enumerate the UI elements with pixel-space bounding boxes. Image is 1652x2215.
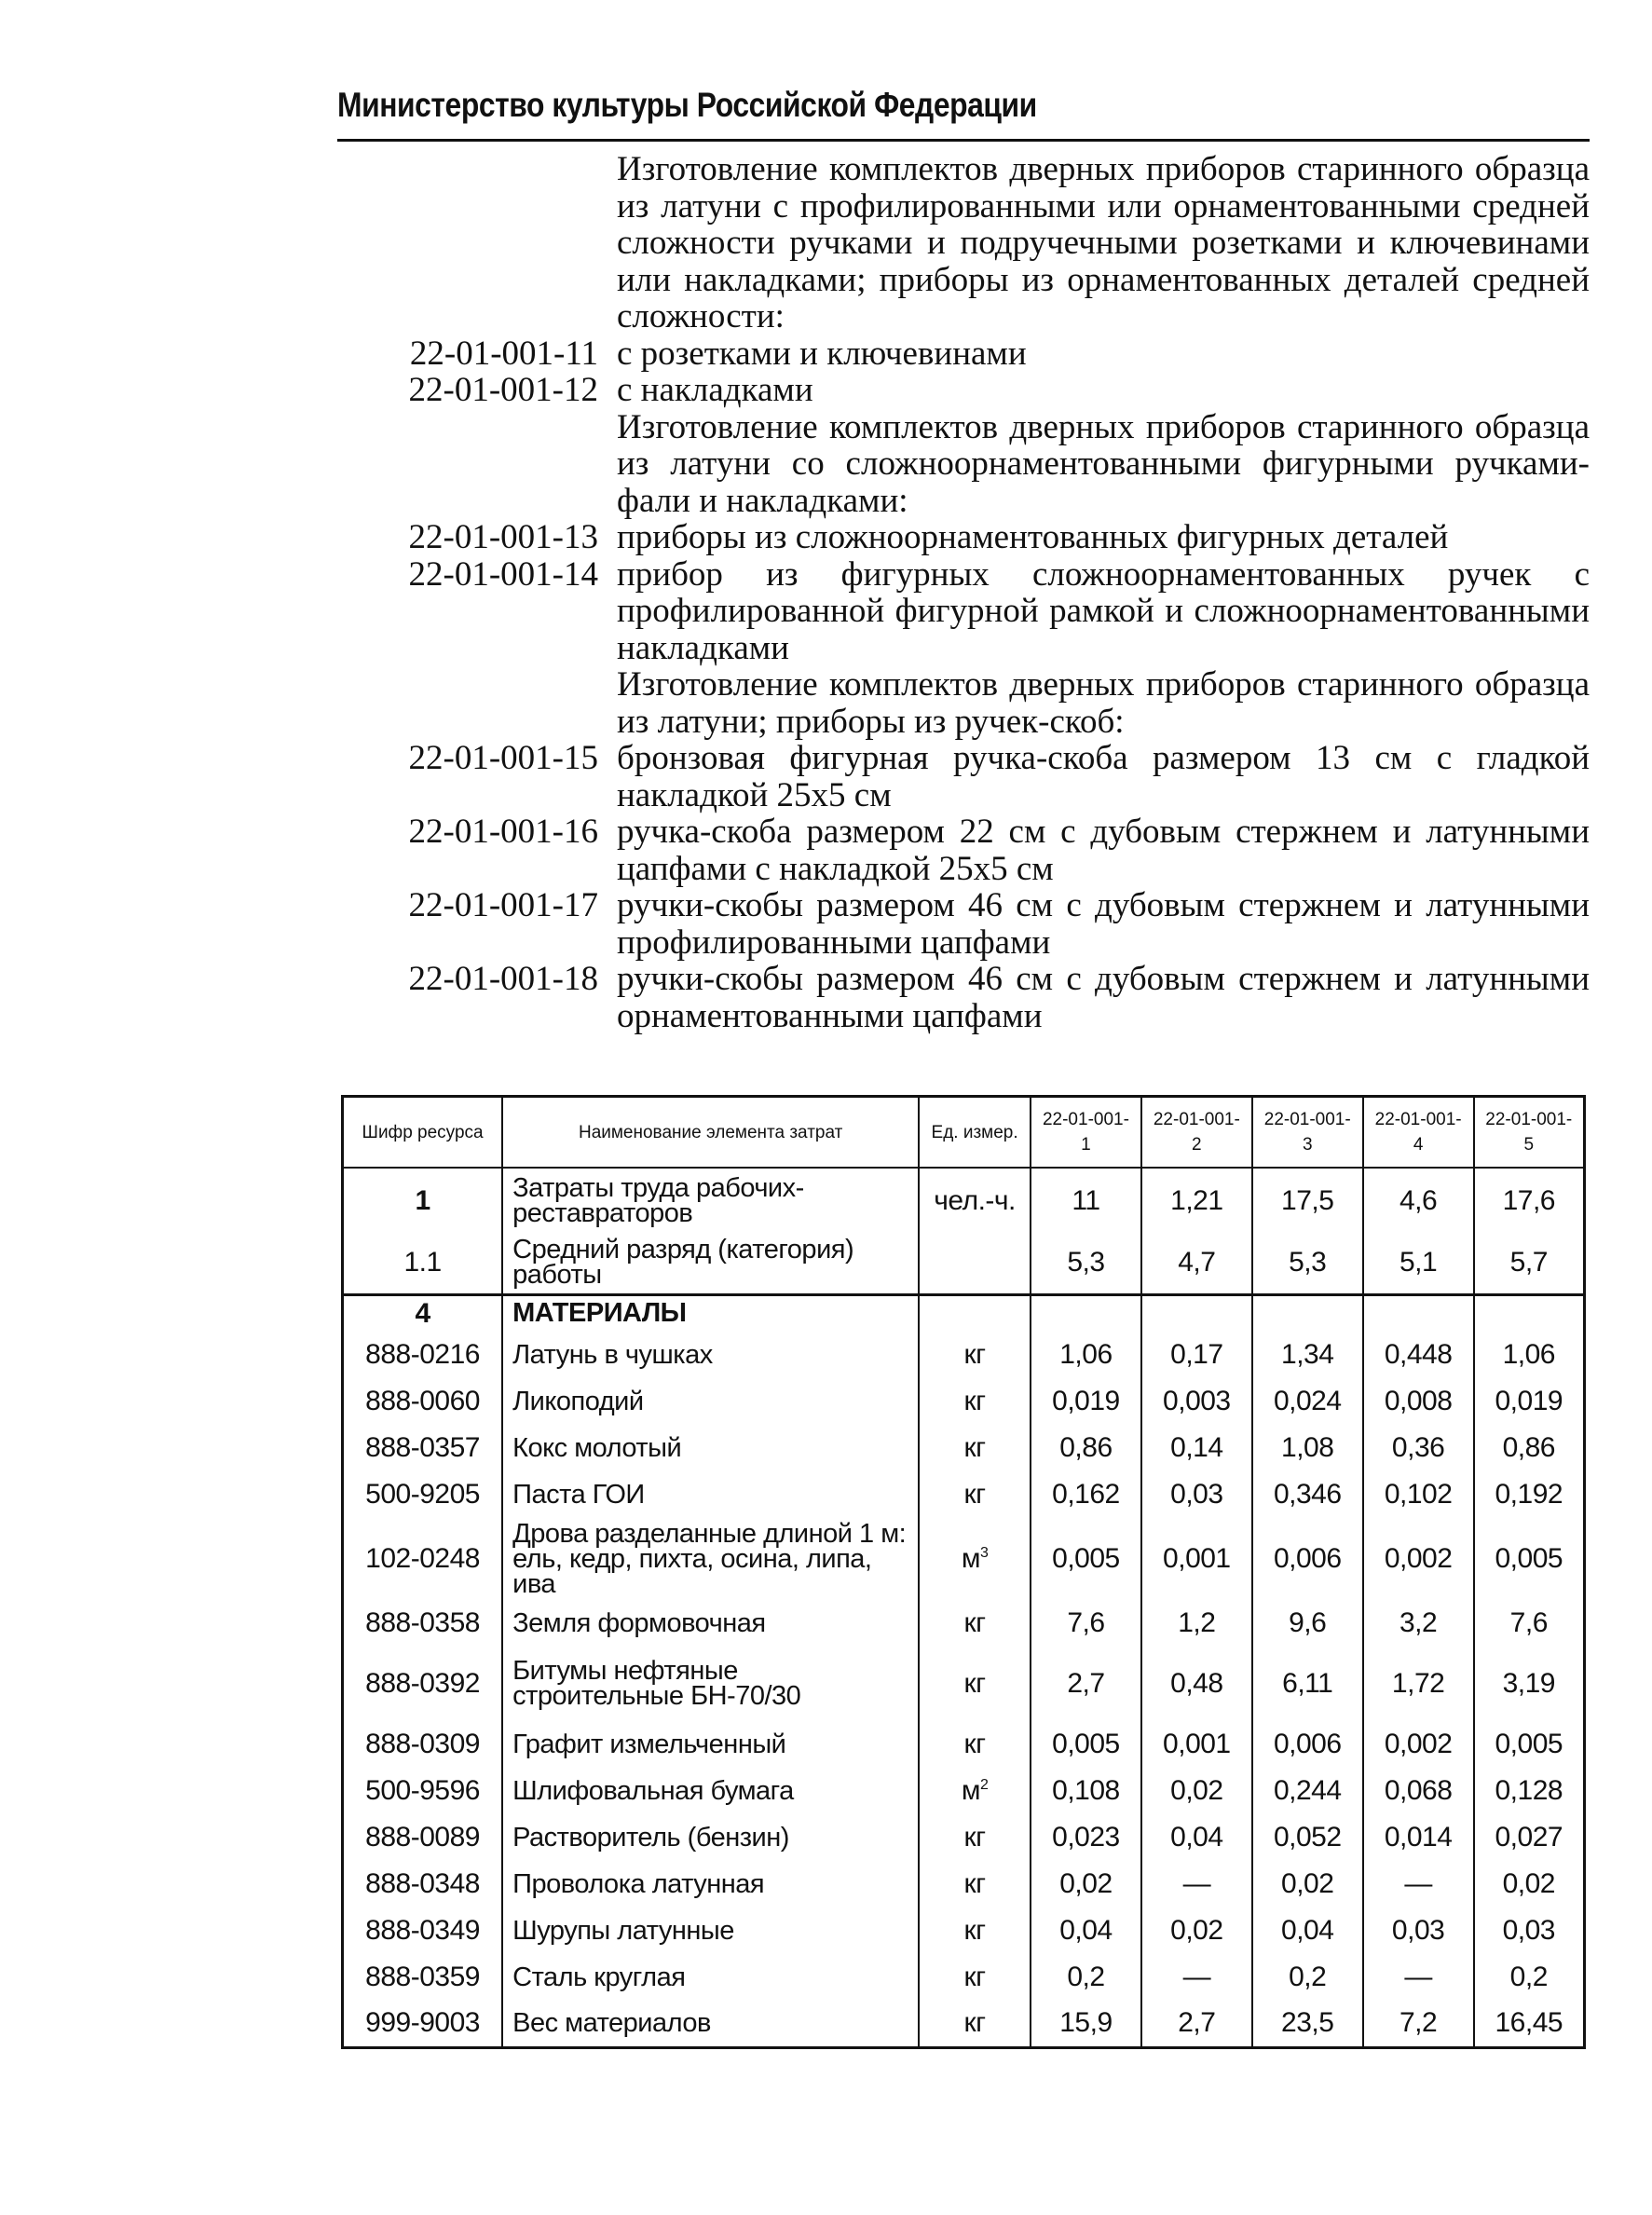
table-row: [343, 1814, 1585, 1861]
unit-text: кг: [963, 1915, 986, 1946]
cell-name: Проволока латунная: [502, 1861, 919, 1907]
cell-value: 6,11: [1252, 1647, 1363, 1721]
cell-value: 3,2: [1363, 1600, 1474, 1647]
cell-name: Сталь круглая: [502, 1954, 919, 2001]
cell-value: 0,005: [1474, 1721, 1585, 1768]
cell-value: 0,03: [1141, 1471, 1252, 1518]
cell-value: 0,02: [1474, 1861, 1585, 1907]
header-col: 22-01-001-1: [1031, 1097, 1141, 1169]
cell-value: 11: [1031, 1168, 1141, 1233]
cell-name: Шурупы латунные: [502, 1907, 919, 1954]
table-row: [343, 1233, 1585, 1294]
cell-code: 888-0349: [343, 1907, 503, 1954]
cell-unit: [919, 1721, 1031, 1768]
header-col: 22-01-001-2: [1141, 1097, 1252, 1169]
cell-value: 0,006: [1252, 1721, 1363, 1768]
work-item: [337, 556, 1590, 667]
unit-text: кг: [963, 1729, 986, 1759]
unit-text: кг: [963, 1479, 986, 1510]
cell-code: 888-0348: [343, 1861, 503, 1907]
cell-value: 0,03: [1363, 1907, 1474, 1954]
table-row: [343, 1425, 1585, 1471]
cell-value: 0,04: [1031, 1907, 1141, 1954]
cell-unit: [919, 1233, 1031, 1294]
cell-unit: [919, 1907, 1031, 1954]
cell-value: 17,5: [1252, 1168, 1363, 1233]
cell-value: 0,001: [1141, 1518, 1252, 1600]
cell-value: 0,014: [1363, 1814, 1474, 1861]
cell-value: 0,192: [1474, 1471, 1585, 1518]
cell-value: 0,019: [1031, 1378, 1141, 1425]
cell-value: 0,36: [1363, 1425, 1474, 1471]
cell-name: Шлифовальная бумага: [502, 1768, 919, 1814]
item-text: ручки-скобы размером 46 см с дубовым стержнем и латунными орнаментованными цапфами: [617, 960, 1590, 1035]
cell-value: 0,162: [1031, 1471, 1141, 1518]
table-row: [343, 1768, 1585, 1814]
table-row: [343, 1294, 1585, 1332]
cell-unit: [919, 1378, 1031, 1425]
unit-exponent: 3: [979, 1545, 989, 1561]
cell-name: Затраты труда рабочих-реставраторов: [502, 1168, 919, 1233]
cell-value: 7,6: [1474, 1600, 1585, 1647]
item-text: ручка-скоба размером 22 см с дубовым стержнем и латунными цапфами с накладкой 25х5 см: [617, 813, 1590, 888]
cell-value: —: [1363, 1861, 1474, 1907]
cell-value: 0,108: [1031, 1768, 1141, 1814]
cell-value: [1031, 1294, 1141, 1332]
work-item: [337, 887, 1590, 961]
cell-value: —: [1141, 1861, 1252, 1907]
cell-value: 0,002: [1363, 1518, 1474, 1600]
work-group-heading: [337, 666, 1590, 740]
cell-code: 1.1: [343, 1233, 503, 1294]
cell-value: 0,001: [1141, 1721, 1252, 1768]
cell-code: 4: [343, 1294, 503, 1332]
item-text: с розетками и ключевинами: [617, 334, 1027, 373]
header-col: 22-01-001-4: [1363, 1097, 1474, 1169]
table-row: [343, 1861, 1585, 1907]
cell-value: [1363, 1294, 1474, 1332]
cell-value: 0,023: [1031, 1814, 1141, 1861]
cell-code: 888-0359: [343, 1954, 503, 2001]
cell-name: Паста ГОИ: [502, 1471, 919, 1518]
header-unit: Ед. измер.: [919, 1097, 1031, 1169]
item-text: с накладками: [617, 371, 813, 409]
cell-value: 0,346: [1252, 1471, 1363, 1518]
work-group-heading: [337, 151, 1590, 335]
cell-unit: [919, 1768, 1031, 1814]
cell-unit: [919, 2001, 1031, 2047]
page-header: Министерство культуры Российской Федерации: [337, 86, 1037, 124]
item-text: приборы из сложноорнаментованных фигурных деталей: [617, 518, 1449, 556]
cell-value: 9,6: [1252, 1600, 1363, 1647]
unit-exponent: 2: [979, 1777, 989, 1793]
cell-value: 5,7: [1474, 1233, 1585, 1294]
cell-value: 0,002: [1363, 1721, 1474, 1768]
cell-value: 0,005: [1031, 1721, 1141, 1768]
item-code: 22-01-001-12: [408, 371, 598, 409]
cell-value: 5,1: [1363, 1233, 1474, 1294]
table-row: [343, 1600, 1585, 1647]
work-items-list: [337, 151, 1590, 1034]
cell-value: 4,6: [1363, 1168, 1474, 1233]
cell-unit: [919, 1294, 1031, 1332]
cell-value: 0,005: [1474, 1518, 1585, 1600]
cell-value: 0,448: [1363, 1332, 1474, 1378]
unit-text: кг: [963, 1868, 986, 1899]
cell-value: 0,04: [1252, 1907, 1363, 1954]
header-col: 22-01-001-3: [1252, 1097, 1363, 1169]
cell-value: 17,6: [1474, 1168, 1585, 1233]
cell-unit: [919, 1518, 1031, 1600]
cell-value: 15,9: [1031, 2001, 1141, 2047]
cell-value: 2,7: [1141, 2001, 1252, 2047]
cell-value: 3,19: [1474, 1647, 1585, 1721]
cell-code: 888-0216: [343, 1332, 503, 1378]
cell-name: Латунь в чушках: [502, 1332, 919, 1378]
cell-unit: [919, 1814, 1031, 1861]
cell-value: [1141, 1294, 1252, 1332]
unit-text: чел.-ч.: [934, 1184, 1016, 1216]
item-text: бронзовая фигурная ручка-скоба размером 13 см с гладкой накладкой 25х5 см: [617, 739, 1590, 814]
cell-value: 0,02: [1141, 1768, 1252, 1814]
cell-value: 0,86: [1031, 1425, 1141, 1471]
cell-value: 0,003: [1141, 1378, 1252, 1425]
cell-value: 2,7: [1031, 1647, 1141, 1721]
cell-code: 888-0357: [343, 1425, 503, 1471]
cell-value: 0,14: [1141, 1425, 1252, 1471]
cell-value: 0,005: [1031, 1518, 1141, 1600]
unit-text: кг: [963, 1962, 986, 1992]
cell-value: 5,3: [1252, 1233, 1363, 1294]
cell-unit: [919, 1954, 1031, 2001]
item-code: 22-01-001-17: [408, 886, 598, 924]
cell-code: 999-9003: [343, 2001, 503, 2047]
cell-value: 0,068: [1363, 1768, 1474, 1814]
cell-name: МАТЕРИАЛЫ: [502, 1294, 919, 1332]
cell-value: 1,72: [1363, 1647, 1474, 1721]
cell-value: 1,06: [1031, 1332, 1141, 1378]
cell-value: [1252, 1294, 1363, 1332]
cell-value: —: [1141, 1954, 1252, 2001]
unit-text: кг: [963, 1822, 986, 1853]
cell-value: 0,024: [1252, 1378, 1363, 1425]
work-group-heading: [337, 409, 1590, 520]
cell-name: Растворитель (бензин): [502, 1814, 919, 1861]
unit-text: кг: [963, 1668, 986, 1699]
resource-norms-table: [341, 1095, 1586, 2049]
unit-text: кг: [963, 1386, 986, 1416]
cell-name: Земля формовочная: [502, 1600, 919, 1647]
work-item: [337, 519, 1590, 556]
cell-unit: [919, 1647, 1031, 1721]
cell-name: Средний разряд (категория) работы: [502, 1233, 919, 1294]
cell-code: 888-0358: [343, 1600, 503, 1647]
cell-value: 0,03: [1474, 1907, 1585, 1954]
work-item: [337, 961, 1590, 1034]
item-code: 22-01-001-18: [408, 960, 598, 998]
table-row: [343, 1518, 1585, 1600]
cell-name: Кокс молотый: [502, 1425, 919, 1471]
cell-unit: [919, 1168, 1031, 1233]
cell-name: Графит измельченный: [502, 1721, 919, 1768]
cell-value: 7,6: [1031, 1600, 1141, 1647]
work-item: [337, 335, 1590, 373]
cell-value: 1,08: [1252, 1425, 1363, 1471]
cell-value: 4,7: [1141, 1233, 1252, 1294]
cell-value: 0,48: [1141, 1647, 1252, 1721]
header-code: Шифр ресурса: [343, 1097, 503, 1169]
item-code: 22-01-001-11: [409, 334, 598, 373]
unit-text: кг: [963, 1432, 986, 1463]
cell-value: 23,5: [1252, 2001, 1363, 2047]
table-header-row: [343, 1097, 1585, 1169]
cell-value: 1,21: [1141, 1168, 1252, 1233]
cell-unit: [919, 1600, 1031, 1647]
work-item: [337, 814, 1590, 887]
cell-code: 888-0089: [343, 1814, 503, 1861]
cell-value: 7,2: [1363, 2001, 1474, 2047]
cell-unit: [919, 1425, 1031, 1471]
cell-value: 0,02: [1141, 1907, 1252, 1954]
cell-value: 0,006: [1252, 1518, 1363, 1600]
header-rule: [337, 139, 1590, 142]
cell-code: 1: [343, 1168, 503, 1233]
cell-value: 0,04: [1141, 1814, 1252, 1861]
unit-text: кг: [963, 2007, 986, 2039]
cell-code: 500-9596: [343, 1768, 503, 1814]
cell-code: 888-0060: [343, 1378, 503, 1425]
header-col: 22-01-001-5: [1474, 1097, 1585, 1169]
cell-name: Дрова разделанные длиной 1 м: ель, кедр, пихта, осина, липа, ива: [502, 1518, 919, 1600]
table-row: [343, 1647, 1585, 1721]
cell-unit: [919, 1861, 1031, 1907]
cell-name: Битумы нефтяные строительные БН-70/30: [502, 1647, 919, 1721]
cell-value: 1,2: [1141, 1600, 1252, 1647]
cell-unit: [919, 1471, 1031, 1518]
cell-name: Вес материалов: [502, 2001, 919, 2047]
item-code: 22-01-001-15: [408, 739, 598, 777]
table-row: [343, 1332, 1585, 1378]
table-row: [343, 1721, 1585, 1768]
cell-value: 1,06: [1474, 1332, 1585, 1378]
cell-value: 0,244: [1252, 1768, 1363, 1814]
cell-value: —: [1363, 1954, 1474, 2001]
item-text: Изготовление комплектов дверных приборов старинного образца из латуни с профилированными или орнаментованными средней сложности ручками и подручечными розетками и ключевинами или накладками; приборы из орнаментованных деталей средней сложности:: [617, 150, 1590, 335]
cell-value: 0,102: [1363, 1471, 1474, 1518]
cell-value: 0,019: [1474, 1378, 1585, 1425]
table-row: [343, 1907, 1585, 1954]
cell-value: 1,34: [1252, 1332, 1363, 1378]
item-text: ручки-скобы размером 46 см с дубовым стержнем и латунными профилированными цапфами: [617, 886, 1590, 962]
item-code: 22-01-001-14: [408, 554, 598, 594]
cell-code: 888-0309: [343, 1721, 503, 1768]
cell-value: 0,052: [1252, 1814, 1363, 1861]
cell-code: 102-0248: [343, 1518, 503, 1600]
cell-value: 0,027: [1474, 1814, 1585, 1861]
cell-value: 0,02: [1031, 1861, 1141, 1907]
unit-text: м: [961, 1543, 980, 1574]
header-name: Наименование элемента затрат: [502, 1097, 919, 1169]
unit-text: кг: [963, 1339, 986, 1370]
unit-text: кг: [963, 1607, 986, 1638]
work-item: [337, 372, 1590, 409]
item-code: 22-01-001-13: [408, 518, 598, 556]
table-row: [343, 1954, 1585, 2001]
cell-name: Ликоподий: [502, 1378, 919, 1425]
cell-value: 0,2: [1474, 1954, 1585, 2001]
item-code: 22-01-001-16: [408, 813, 598, 851]
cell-code: 500-9205: [343, 1471, 503, 1518]
cell-value: 0,008: [1363, 1378, 1474, 1425]
cell-value: 0,17: [1141, 1332, 1252, 1378]
work-item: [337, 740, 1590, 814]
cell-value: 0,86: [1474, 1425, 1585, 1471]
cell-value: 0,128: [1474, 1768, 1585, 1814]
table-row: [343, 1168, 1585, 1233]
table-row: [343, 1471, 1585, 1518]
cell-value: 5,3: [1031, 1233, 1141, 1294]
item-text: прибор из фигурных сложноорнаментованных ручек с профилированной фигурной рамкой и сложноорнаментованными накладками: [617, 554, 1590, 667]
unit-text: м: [961, 1775, 980, 1806]
cell-code: 888-0392: [343, 1647, 503, 1721]
cell-value: 0,2: [1031, 1954, 1141, 2001]
item-text: Изготовление комплектов дверных приборов старинного образца из латуни со сложноорнаментованными фигурными ручками-фали и накладками:: [617, 407, 1590, 520]
item-text: Изготовление комплектов дверных приборов старинного образца из латуни; приборы из ручек-скоб:: [617, 665, 1590, 741]
cell-value: 0,02: [1252, 1861, 1363, 1907]
cell-value: [1474, 1294, 1585, 1332]
cell-value: 16,45: [1474, 2001, 1585, 2047]
cell-value: 0,2: [1252, 1954, 1363, 2001]
cell-unit: [919, 1332, 1031, 1378]
table-row: [343, 2001, 1585, 2047]
table-row: [343, 1378, 1585, 1425]
